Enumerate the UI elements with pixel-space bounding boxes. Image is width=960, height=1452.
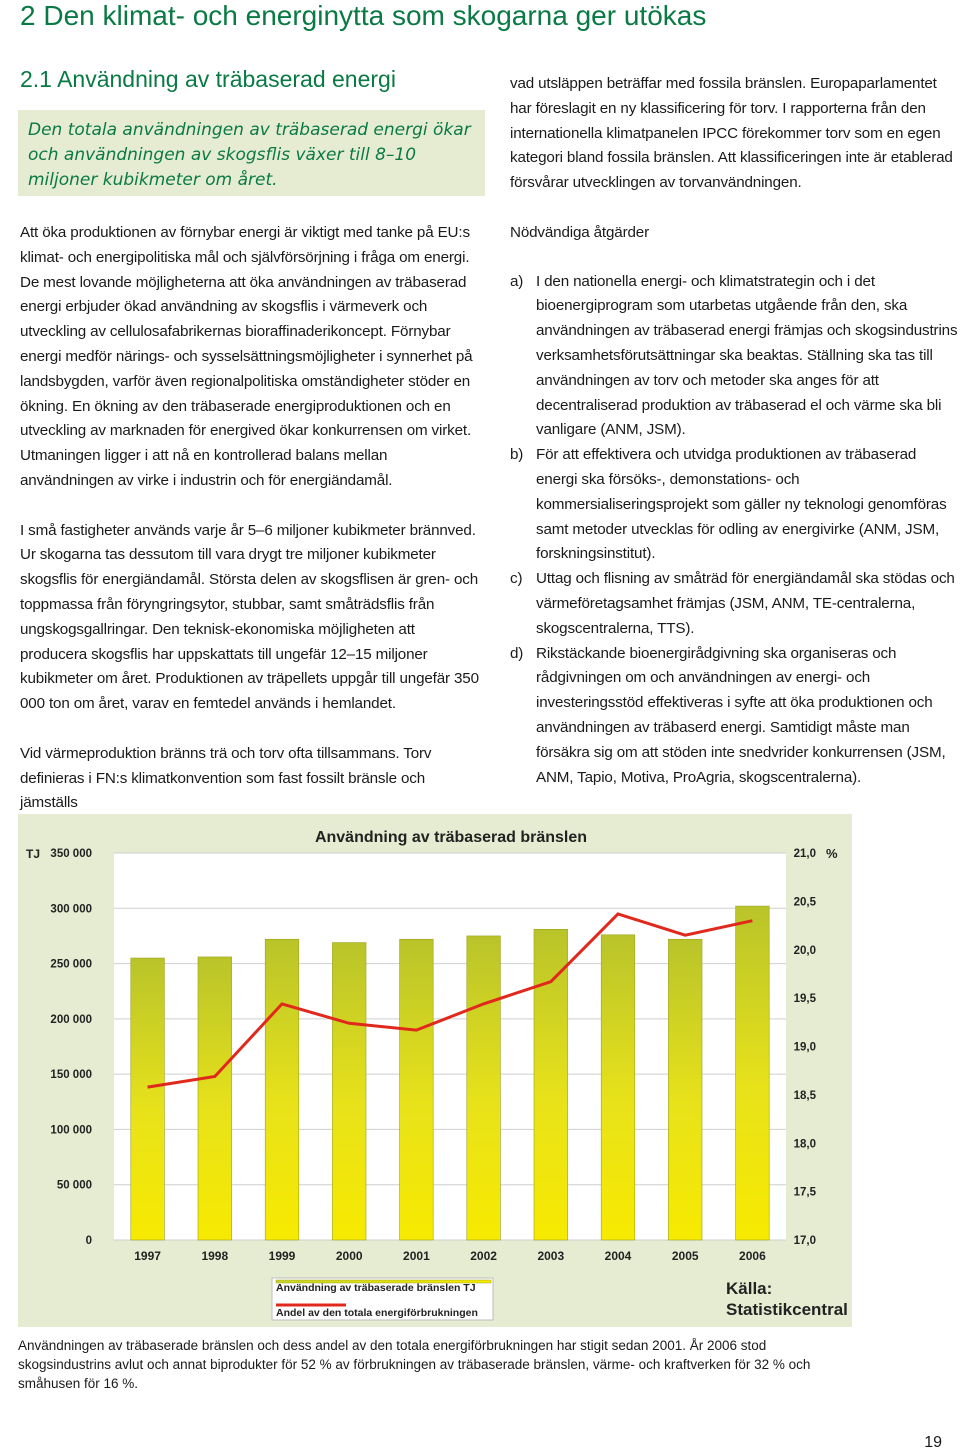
y-tick-label: 100 000: [50, 1124, 92, 1137]
x-tick-label: 2005: [671, 1249, 699, 1263]
y-axis-label: TJ: [26, 847, 41, 861]
list-item: [510, 567, 960, 641]
y2-tick-label: 17,0: [793, 1235, 816, 1247]
summary-text: Den totala användningen av träbaserad energi ökar och användningen av skogsflis växer till 8–10 miljoner kubikmeter om året.: [28, 120, 471, 190]
right-column: [510, 72, 960, 790]
list-text: I den nationella energi- och klimatstrategin och i det bioenergiprogram som utarbetas utgående från den, ska användningen av träbaserad energi främjas och skogsindustrins verksamhetsförutsättningar ska beaktas. Ställning ska tas till användningen av torv och metoder ska anges för att decentraliserad produktion av träbaserad el och värme ska bli vanligare (ANM, JSM).: [536, 272, 958, 439]
y-tick-label: 350 000: [50, 848, 92, 860]
chart-panel: [18, 814, 852, 1327]
x-tick-label: 2000: [335, 1249, 363, 1263]
chart-title: Användning av träbaserad bränslen: [314, 829, 588, 846]
y-tick-label: 150 000: [50, 1069, 92, 1082]
bar: [534, 929, 568, 1240]
source-label: Källa: Statistikcentral: [726, 1279, 848, 1319]
list-text: Rikstäckande bioenergirådgivning ska organiseras och rådgivningen om och användningen av energi- och investeringsstöd effektiveras i syfte att öka produktionen och användningen av träbaserd energi. Samtidigt måste man försäkra sig om att stöden inte snedvrider konkurrensen (JSM, ANM, Tapio, Motiva, ProAgria, skogscentralerna).: [536, 644, 946, 786]
bar: [601, 935, 635, 1240]
bar: [400, 939, 434, 1240]
y-tick-label: 250 000: [50, 958, 92, 971]
left-column: [20, 221, 480, 841]
y-tick-label: 200 000: [50, 1013, 92, 1026]
y2-tick-label: 18,5: [793, 1089, 816, 1102]
actions-list: [510, 270, 960, 791]
y-tick-label: 0: [85, 1235, 92, 1247]
list-item: [510, 642, 960, 791]
y2-tick-label: 19,5: [793, 993, 816, 1006]
bar: [736, 906, 770, 1240]
legend-bar-label: Användning av träbaserade bränslen TJ: [276, 1282, 476, 1294]
x-axis-ticks: [134, 1249, 766, 1263]
list-letter: a): [510, 272, 524, 290]
section-heading: 2.1 Användning av träbaserad energi: [20, 66, 396, 92]
list-text: Uttag och flisning av småträd för energiändamål ska stödas och värmeföretagsamhet främjas (JSM, ANM, TE-centralerna, skogscentralerna, TTS).: [536, 570, 955, 637]
bar-line-chart: [18, 814, 852, 1327]
bar: [332, 943, 366, 1240]
paragraph: I små fastigheter används varje år 5–6 miljoner kubikmeter brännved. Ur skogarna tas dessutom till vara drygt tre miljoner kubikmeter skogsflis för energiändamål. Största delen av skogsflisen är gren- och toppmassa från föryngringsytor, stubbar, samt småträdsflis från ungskogsgallringar. Den teknisk-ekonomiska möjligheten att producera skogsflis har uppskattats till ungefär 12–15 miljoner kubikmeter om året. Produktionen av träpellets uppgår till ungefär 350 000 ton om året, varav en femtedel används i hemlandet.: [20, 521, 479, 713]
bar: [668, 939, 702, 1240]
list-item: [510, 443, 960, 567]
x-tick-label: 2001: [403, 1249, 430, 1263]
x-tick-label: 1998: [201, 1249, 229, 1263]
x-tick-label: 2003: [537, 1249, 565, 1263]
y2-tick-label: 20,5: [793, 896, 816, 909]
list-text: För att effektivera och utvidga produktionen av träbaserad energi ska försöks-, demonstations- och kommersialiseringsprojekt som gäller ny teknologi genomföras samt metoder utvecklas för odling av energivirke (ANM, JSM, forskningsinstitut).: [536, 446, 947, 563]
actions-heading: Nödvändiga åtgärder: [510, 223, 649, 241]
bar: [265, 939, 299, 1240]
x-tick-label: 1999: [268, 1249, 296, 1263]
x-tick-label: 2006: [739, 1249, 766, 1263]
y-tick-label: 50 000: [56, 1179, 92, 1192]
bar: [467, 936, 501, 1240]
list-letter: b): [510, 446, 524, 464]
page-heading: 2 Den klimat- och energinytta som skogarna ger utökas: [20, 0, 707, 31]
y2-tick-label: 21,0: [793, 848, 816, 860]
page-number: 19: [924, 1434, 942, 1451]
y2-tick-label: 20,0: [793, 944, 816, 957]
x-tick-label: 1997: [134, 1249, 161, 1263]
bar: [198, 957, 232, 1240]
list-letter: c): [510, 570, 523, 588]
x-tick-label: 2004: [604, 1249, 632, 1263]
summary-box: [18, 110, 485, 196]
y2-axis-label: %: [826, 846, 838, 861]
y2-tick-label: 18,0: [793, 1138, 816, 1151]
figure-caption: Användningen av träbaserade bränslen och dess andel av den totala energiförbrukningen har stigit sedan 2001. År 2006 stod skogsindustrins avlut och annat biprodukter för 52 % av förbrukningen av träbaserade bränslen, värme- och kraftverken för 32 % och småhusen för 16 %.: [18, 1338, 811, 1391]
list-item: [510, 270, 960, 444]
y2-tick-label: 19,0: [793, 1041, 816, 1054]
y2-tick-label: 17,5: [793, 1186, 816, 1199]
legend-line-label: Andel av den totala energiförbrukningen: [276, 1307, 478, 1319]
x-tick-label: 2002: [470, 1249, 497, 1263]
y-axis-ticks: [50, 848, 92, 1247]
list-letter: d): [510, 644, 524, 662]
paragraph: vad utsläppen beträffar med fossila bränslen. Europaparlamentet har föreslagit en ny klassificering för torv. I rapporterna från den internationella klimatpanelen IPCC förekommer torv som en egen kategori bland fossila bränslen. Att klassificeringen inte är etablerad försvårar utvecklingen av torvanvändningen.: [510, 75, 953, 192]
paragraph: Vid värmeproduktion bränns trä och torv ofta tillsammans. Torv definieras i FN:s klimatkonvention som fast fossilt bränsle och jämställs: [20, 744, 432, 812]
paragraph: Att öka produktionen av förnybar energi är viktigt med tanke på EU:s klimat- och energipolitiska mål och självförsörjning i fråga om energi. De mest lovande möjligheterna att öka användningen av träbaserad energi erbjuder ökad användning av skogsflis i värmeverk och utveckling av cellulosafabrikernas bioraffinaderikoncept. Förnybar energi medför närings- och sysselsättningsmöjligheter i synnerhet på landsbygden, varför även regionalpolitiska omständigheter stöder en ökning. En ökning av den träbaserade energiproduktionen och en utveckling av marknaden för energived ökar konkurrensen om virket. Utmaningen ligger i att nå en kontrollerad balans mellan användningen av virke i industrin och för energiändamål.: [20, 224, 473, 489]
bar: [131, 958, 165, 1240]
y2-axis-ticks: [794, 848, 817, 1247]
y-tick-label: 300 000: [50, 903, 92, 916]
